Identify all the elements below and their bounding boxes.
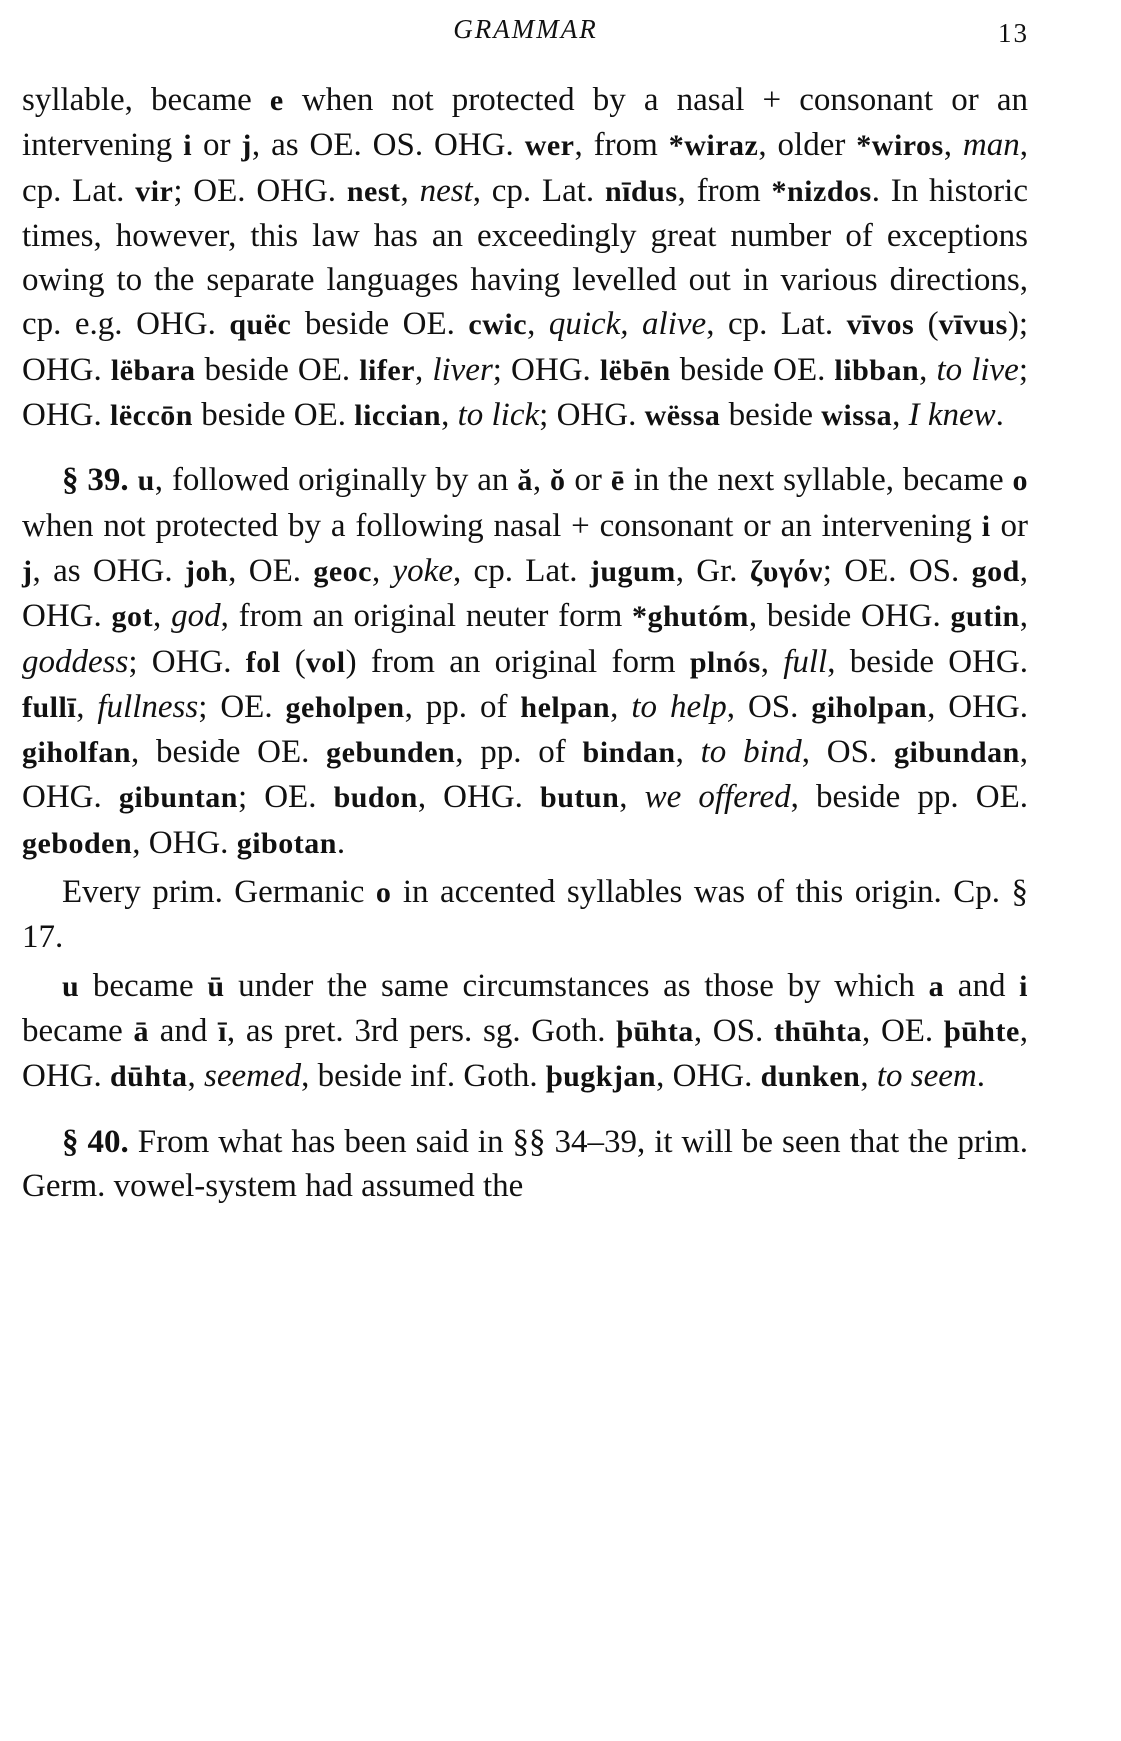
headword: nest	[346, 174, 401, 208]
headword: gebunden	[326, 736, 456, 770]
headword: got	[111, 600, 154, 634]
headword: gutin	[950, 600, 1020, 634]
headword: lifer	[359, 353, 415, 387]
text-run: ,	[415, 351, 433, 388]
headword: nīdus	[604, 174, 678, 208]
paragraph-continuation	[22, 78, 1028, 438]
text-run: ; OE. OS.	[822, 552, 972, 589]
gloss: we offered	[644, 779, 791, 816]
text-run: ; OHG.	[539, 397, 645, 434]
headword: plnós	[689, 645, 761, 679]
text-run: ,	[187, 1058, 205, 1095]
text-run: ,	[153, 598, 172, 635]
text-run: , OHG.	[656, 1058, 761, 1095]
gloss: yoke	[392, 552, 453, 589]
text-run: , OHG.	[417, 779, 541, 816]
gloss: I knew	[908, 397, 996, 434]
headword: e	[269, 84, 284, 117]
text-run: or	[565, 462, 611, 499]
text-run: ,	[400, 172, 420, 209]
headword: þugkjan	[545, 1060, 657, 1094]
text-run: ,	[76, 688, 98, 725]
gloss: nest	[419, 172, 473, 209]
headword: ζυγόν	[749, 554, 823, 588]
text-run: or	[990, 507, 1028, 544]
page-body	[22, 78, 1028, 1208]
text-run: ,	[527, 306, 549, 343]
text-run: , OS.	[726, 688, 812, 725]
paragraph-u-lengthening	[22, 964, 1028, 1100]
headword: wissa	[821, 399, 893, 433]
paragraph-section-39	[22, 458, 1028, 866]
headword: *ghutóm	[632, 600, 749, 634]
text-run: in accented syllables was of this origin. Cp. § 17.	[22, 874, 1029, 956]
headword: *wiraz	[668, 129, 759, 163]
text-run: beside	[720, 397, 822, 434]
text-run: , as OE. OS. OHG.	[251, 127, 525, 164]
text-run: ,	[441, 397, 458, 434]
text-run: when not protected by a following nasal + consonant or an intervening	[22, 507, 982, 544]
text-run: , OS.	[801, 734, 894, 771]
page-number: 13	[998, 18, 1029, 48]
text-run: From what has been said in §§ 34–39, it will be seen that the prim. Germ. vowel-system had assumed the	[22, 1123, 1028, 1204]
headword: i	[1019, 969, 1028, 1003]
paragraph-section-40	[22, 1120, 1028, 1209]
headword: a	[928, 969, 945, 1003]
text-run: , cp. Lat.	[706, 306, 847, 343]
headword: jugum	[589, 554, 676, 588]
headword: j	[241, 129, 252, 163]
text-run: , as pret. 3rd pers. sg. Goth.	[226, 1012, 617, 1049]
headword: þūhta	[616, 1014, 694, 1048]
gloss: fullness	[97, 688, 199, 725]
headword: geholpen	[285, 690, 405, 724]
section-number: § 40.	[62, 1123, 129, 1160]
text-run: ; OE. OHG.	[173, 172, 347, 209]
headword: ū	[207, 969, 225, 1003]
text-run: , OE.	[228, 552, 314, 589]
text-run: under the same circumstances as those by which	[224, 967, 929, 1004]
text-run: ,	[675, 734, 701, 771]
text-run: became	[79, 967, 208, 1004]
headword: lëbara	[110, 353, 196, 387]
gloss: to lick	[457, 397, 540, 434]
text-run: , OHG.	[22, 552, 1029, 635]
headword: wer	[524, 129, 575, 163]
headword: geboden	[22, 826, 133, 860]
text-run: , OHG.	[22, 1012, 1029, 1095]
headword: u	[62, 969, 80, 1003]
text-run: , OHG.	[22, 734, 1029, 816]
gloss: quick, alive	[548, 306, 707, 343]
headword: vol	[305, 645, 346, 679]
text-run: , OHG.	[927, 688, 1029, 725]
text-run: , from	[677, 172, 772, 209]
headword: geoc	[313, 554, 372, 588]
text-run: ,	[532, 462, 551, 499]
text-run: ; OHG.	[22, 351, 1029, 434]
headword: butun	[540, 781, 620, 815]
headword: vīvus	[938, 308, 1008, 342]
gloss: to seem	[876, 1058, 977, 1095]
headword: budon	[333, 781, 418, 815]
gloss: to bind	[700, 734, 802, 771]
headword: *wiros	[856, 129, 944, 163]
running-title: GRAMMAR	[453, 14, 598, 44]
text-run: , beside OHG.	[748, 598, 951, 635]
text-run	[129, 462, 138, 498]
headword: lëbēn	[599, 353, 671, 387]
headword: bindan	[582, 736, 676, 770]
headword: gibotan	[236, 826, 337, 860]
text-run: , beside pp. OE.	[790, 779, 1029, 816]
text-run: .	[336, 824, 346, 861]
headword: joh	[184, 554, 229, 588]
text-run: , cp. Lat.	[452, 552, 590, 589]
text-run: , OE.	[861, 1012, 944, 1049]
headword: ŏ	[550, 464, 566, 498]
text-run: ; OE.	[198, 688, 286, 725]
text-run: or	[192, 127, 242, 164]
text-run: , cp. Lat.	[22, 127, 1028, 209]
headword: vir	[135, 174, 174, 208]
text-run: Every prim. Germanic	[62, 874, 376, 911]
text-run: (	[280, 643, 306, 680]
headword: ă	[517, 464, 533, 498]
gloss: man	[962, 127, 1020, 164]
headword: ā	[133, 1014, 149, 1048]
headword: þūhte	[943, 1014, 1020, 1048]
text-run: ; OHG.	[492, 351, 600, 388]
headword: liccian	[354, 399, 442, 433]
gloss: full	[783, 643, 828, 680]
text-run: , beside OE.	[131, 734, 327, 771]
text-run: (	[914, 306, 939, 343]
text-run: ); OHG.	[22, 306, 1029, 388]
headword: ē	[610, 464, 625, 498]
headword: o	[1012, 464, 1029, 498]
gloss: seemed	[204, 1058, 302, 1095]
text-run: , cp. Lat.	[472, 172, 605, 209]
text-run: . In historic times, however, this law has an exceedingly great number of exceptions owing to the separate languages having levelled out in various directions, cp. e.g. OHG.	[22, 172, 1028, 343]
headword: gibundan	[894, 736, 1020, 770]
headword: j	[22, 554, 33, 588]
headword: i	[183, 129, 193, 163]
text-run: became	[22, 1012, 134, 1049]
headword: god	[971, 554, 1020, 588]
section-number: § 39.	[62, 462, 129, 499]
text-run: , beside OHG.	[827, 643, 1028, 680]
paragraph-prim-germanic-o	[22, 870, 1028, 960]
headword: gibuntan	[118, 781, 238, 815]
text-run: in the next syllable, became	[624, 462, 1013, 499]
text-run: , from an original neuter form	[220, 598, 633, 635]
gloss: goddess	[22, 643, 129, 680]
text-run: ; OE.	[237, 779, 334, 816]
headword: quëc	[229, 308, 292, 342]
text-run: , as OHG.	[32, 552, 185, 589]
text-run: , pp. of	[455, 734, 583, 771]
gloss: liver	[432, 351, 493, 388]
text-run: and	[944, 967, 1020, 1004]
headword: thūhta	[773, 1014, 862, 1048]
headword: helpan	[520, 690, 611, 724]
headword: ī	[218, 1014, 227, 1048]
text-run: ,	[1019, 598, 1028, 635]
headword: u	[137, 464, 155, 498]
headword: o	[375, 876, 392, 910]
headword: vīvos	[846, 308, 915, 342]
headword: cwic	[468, 308, 528, 342]
headword: dunken	[760, 1060, 861, 1094]
gloss: god	[171, 598, 221, 635]
gloss: to help	[631, 688, 727, 725]
text-run: ,	[892, 397, 909, 434]
text-run: beside OE.	[195, 351, 360, 388]
headword: fol	[245, 645, 281, 679]
text-run: ,	[860, 1058, 877, 1095]
text-run: ,	[943, 127, 963, 164]
text-run: , followed originally by an	[154, 462, 518, 499]
headword: fullī	[22, 690, 77, 724]
headword: giholfan	[22, 736, 132, 770]
text-run: , beside inf. Goth.	[301, 1058, 546, 1095]
text-run: , older	[758, 127, 857, 164]
headword: libban	[834, 353, 920, 387]
text-run: ,	[619, 779, 645, 816]
headword: dūhta	[110, 1060, 188, 1094]
text-run: beside OE.	[291, 306, 469, 343]
text-run: ,	[371, 552, 393, 589]
text-run: beside OE.	[192, 397, 355, 434]
text-run: ,	[919, 351, 937, 388]
headword: giholpan	[811, 690, 928, 724]
headword: wëssa	[644, 399, 721, 433]
text-run: syllable, became	[22, 82, 270, 118]
headword: lëccōn	[110, 399, 193, 433]
text-run: when not protected by a nasal + consonant or an intervening	[22, 82, 1028, 164]
text-run: , OHG.	[132, 824, 237, 861]
headword: i	[981, 509, 991, 543]
text-run: .	[995, 397, 1004, 434]
text-run: , OS.	[693, 1012, 774, 1049]
text-run: .	[976, 1058, 986, 1095]
text-run: ) from an original form	[345, 643, 690, 680]
gloss: to live	[936, 351, 1019, 388]
text-run: , Gr.	[675, 552, 750, 589]
text-run: ,	[610, 688, 632, 725]
text-run: beside OE.	[670, 351, 835, 388]
text-run: ,	[760, 643, 784, 680]
headword: *nizdos	[771, 174, 872, 208]
text-run: ; OHG.	[128, 643, 246, 680]
text-run: , pp. of	[404, 688, 521, 725]
text-run: and	[148, 1012, 219, 1049]
text-run: , from	[574, 127, 669, 164]
running-header	[22, 14, 1029, 48]
